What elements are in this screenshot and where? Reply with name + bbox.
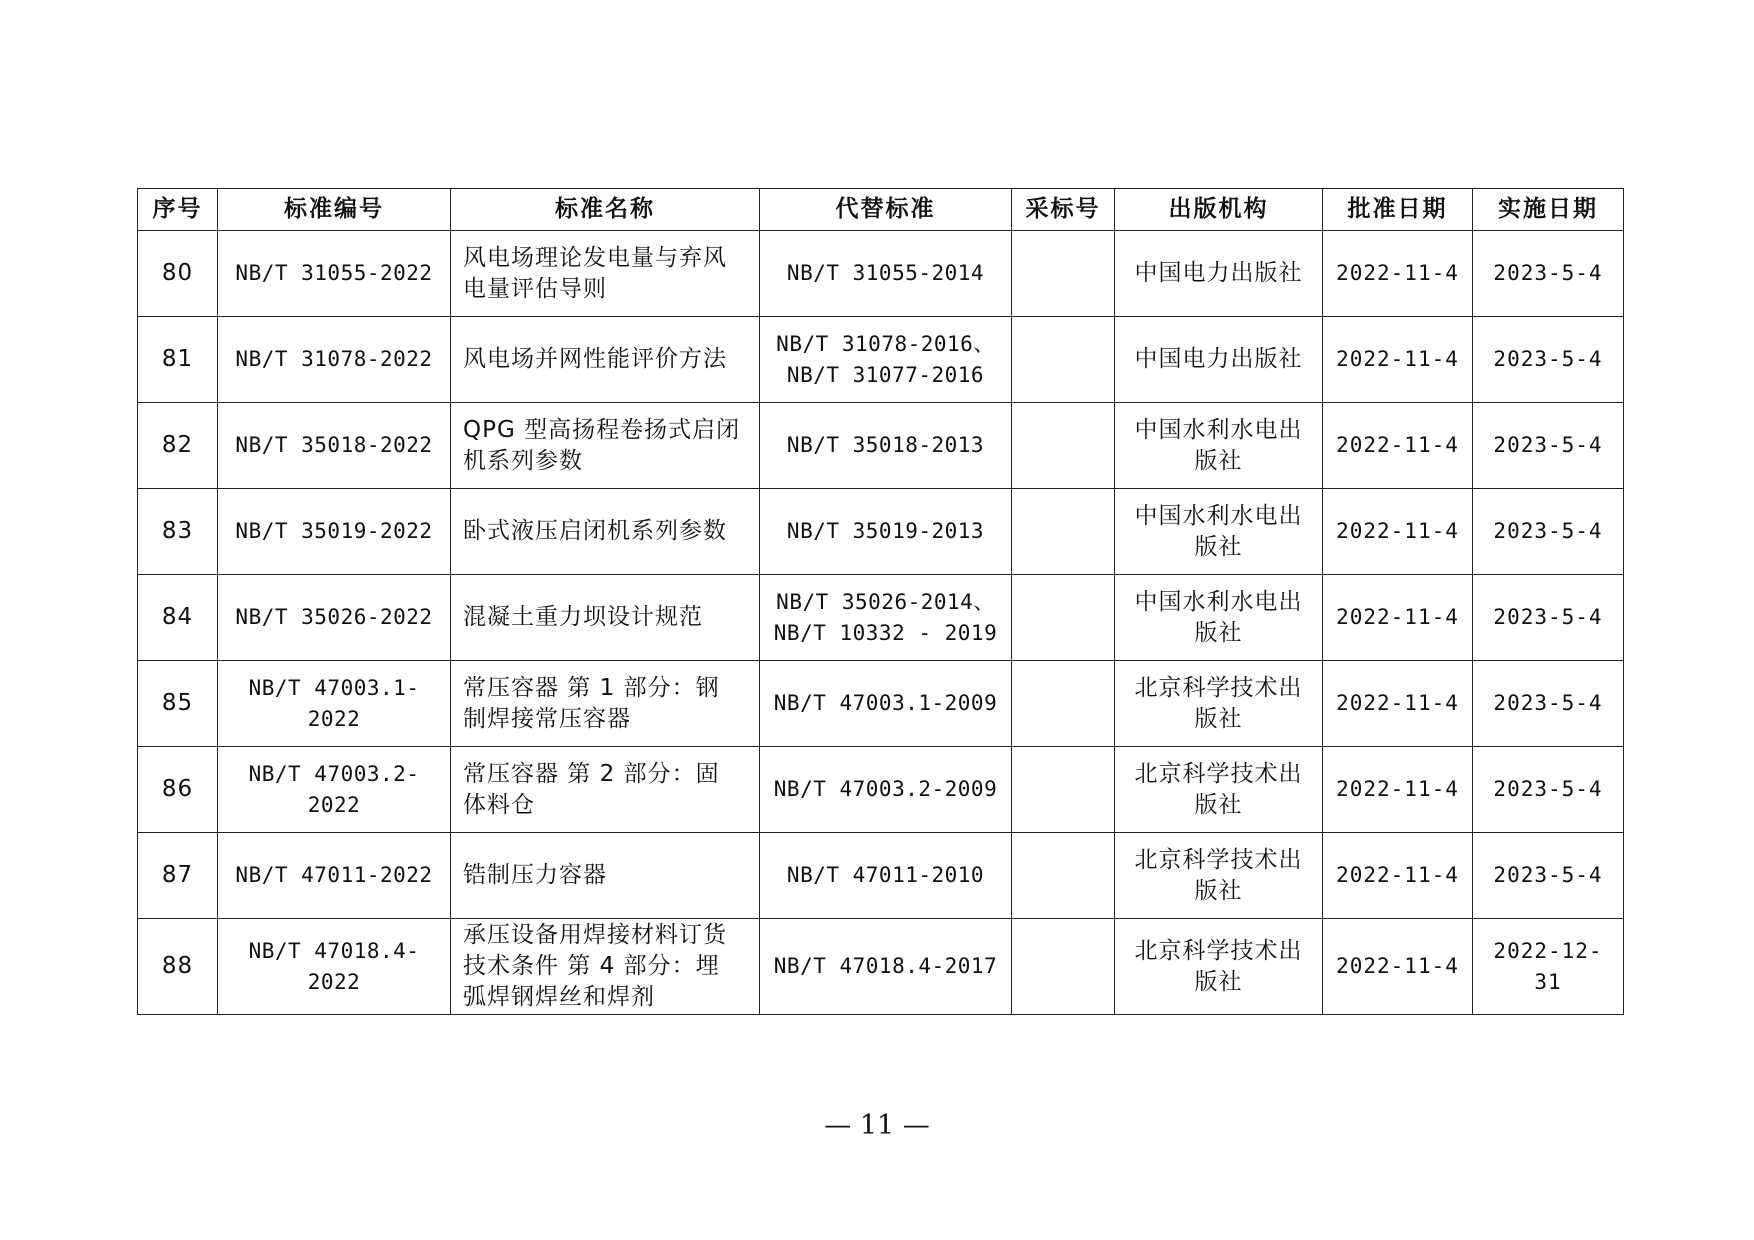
cell-standard-code bbox=[218, 231, 451, 317]
cell-effective-date: 2023-5-4 bbox=[1473, 403, 1624, 489]
cell-seq: 81 bbox=[138, 317, 218, 403]
cell-line: NB/T 35026-2022 bbox=[235, 605, 433, 629]
cell-line: 版社 bbox=[1194, 791, 1243, 818]
cell-line: NB/T 47018.4- bbox=[248, 938, 420, 963]
cell-approval-date: 2022-11-4 bbox=[1323, 575, 1473, 661]
cell-line: NB/T 35019-2022 bbox=[235, 519, 433, 543]
cell-line: 版社 bbox=[1194, 619, 1243, 646]
cell-effective-date: 2023-5-4 bbox=[1473, 317, 1624, 403]
cell-publisher bbox=[1115, 231, 1323, 317]
cell-line: NB/T 47003.2-2009 bbox=[773, 777, 998, 801]
cell-publisher bbox=[1115, 403, 1323, 489]
cell-seq: 88 bbox=[138, 919, 218, 1015]
cell-line: 混凝土重力坝设计规范 bbox=[463, 604, 703, 630]
cell-adopted-standard bbox=[1012, 575, 1115, 661]
page-number: — 11 — bbox=[824, 1110, 930, 1141]
cell-standard-code bbox=[218, 747, 451, 833]
cell-adopted-standard bbox=[1012, 231, 1115, 317]
cell-line: NB/T 47003.2- bbox=[248, 761, 420, 786]
cell-adopted-standard bbox=[1012, 661, 1115, 747]
cell-standard-name bbox=[451, 661, 760, 747]
cell-line: 2022 bbox=[307, 969, 361, 994]
cell-line: 风电场并网性能评价方法 bbox=[463, 346, 727, 372]
cell-line: 2022 bbox=[307, 792, 361, 817]
header-approval-date: 批准日期 bbox=[1323, 189, 1473, 231]
cell-standard-code bbox=[218, 489, 451, 575]
cell-publisher bbox=[1115, 661, 1323, 747]
cell-adopted-standard bbox=[1012, 403, 1115, 489]
cell-line: 北京科学技术出 bbox=[1134, 937, 1303, 964]
header-publisher: 出版机构 bbox=[1115, 189, 1323, 231]
cell-adopted-standard bbox=[1012, 833, 1115, 919]
cell-line: 北京科学技术出 bbox=[1134, 846, 1303, 873]
cell-line: 版社 bbox=[1194, 968, 1243, 995]
cell-replaced-standard bbox=[760, 403, 1012, 489]
table-row bbox=[138, 489, 1624, 575]
cell-approval-date: 2022-11-4 bbox=[1323, 747, 1473, 833]
table-row bbox=[138, 919, 1624, 1015]
cell-approval-date: 2022-11-4 bbox=[1323, 489, 1473, 575]
cell-publisher bbox=[1115, 489, 1323, 575]
header-adopted-standard: 采标号 bbox=[1012, 189, 1115, 231]
cell-line: NB/T 35019-2013 bbox=[786, 519, 985, 543]
cell-effective-date: 2023-5-4 bbox=[1473, 575, 1624, 661]
cell-line: 承压设备用焊接材料订货 bbox=[463, 922, 727, 948]
header-effective-date: 实施日期 bbox=[1473, 189, 1624, 231]
cell-adopted-standard bbox=[1012, 489, 1115, 575]
cell-adopted-standard bbox=[1012, 317, 1115, 403]
cell-publisher bbox=[1115, 317, 1323, 403]
cell-seq: 80 bbox=[138, 231, 218, 317]
cell-publisher bbox=[1115, 833, 1323, 919]
table-row bbox=[138, 833, 1624, 919]
cell-seq: 82 bbox=[138, 403, 218, 489]
cell-line: 中国水利水电出 bbox=[1134, 502, 1303, 529]
cell-standard-code bbox=[218, 919, 451, 1015]
cell-replaced-standard bbox=[760, 919, 1012, 1015]
cell-effective-date: 2023-5-4 bbox=[1473, 833, 1624, 919]
cell-approval-date: 2022-11-4 bbox=[1323, 919, 1473, 1015]
table-row bbox=[138, 575, 1624, 661]
cell-line: NB/T 31078-2016、 bbox=[776, 331, 995, 356]
cell-standard-code bbox=[218, 833, 451, 919]
cell-standard-code bbox=[218, 575, 451, 661]
cell-effective-date: 2023-5-4 bbox=[1473, 231, 1624, 317]
cell-standard-name bbox=[451, 919, 760, 1015]
cell-replaced-standard bbox=[760, 317, 1012, 403]
cell-line: NB/T 31055-2022 bbox=[235, 261, 433, 285]
cell-line: 弧焊钢焊丝和焊剂 bbox=[463, 984, 655, 1010]
table-row bbox=[138, 403, 1624, 489]
cell-standard-name bbox=[451, 489, 760, 575]
cell-effective-date: 2023-5-4 bbox=[1473, 747, 1624, 833]
cell-standard-name bbox=[451, 833, 760, 919]
cell-approval-date: 2022-11-4 bbox=[1323, 317, 1473, 403]
table-row bbox=[138, 661, 1624, 747]
table-row bbox=[138, 747, 1624, 833]
cell-approval-date: 2022-11-4 bbox=[1323, 661, 1473, 747]
cell-standard-code bbox=[218, 403, 451, 489]
cell-seq: 84 bbox=[138, 575, 218, 661]
cell-line: NB/T 47003.1- bbox=[248, 675, 420, 700]
cell-seq: 86 bbox=[138, 747, 218, 833]
cell-line: 机系列参数 bbox=[463, 447, 583, 474]
cell-line: NB/T 31078-2022 bbox=[235, 347, 433, 371]
cell-effective-date: 2023-5-4 bbox=[1473, 661, 1624, 747]
cell-standard-code bbox=[218, 661, 451, 747]
cell-line: NB/T 35018-2013 bbox=[786, 433, 985, 457]
cell-effective-date: 2022-12-31 bbox=[1473, 919, 1624, 1015]
cell-line: 体料仓 bbox=[463, 791, 535, 818]
cell-effective-date: 2023-5-4 bbox=[1473, 489, 1624, 575]
cell-replaced-standard bbox=[760, 661, 1012, 747]
cell-line: 锆制压力容器 bbox=[463, 862, 607, 888]
cell-line: NB/T 31077-2016 bbox=[786, 362, 985, 387]
cell-approval-date: 2022-11-4 bbox=[1323, 231, 1473, 317]
cell-line: 版社 bbox=[1194, 705, 1243, 732]
cell-line: NB/T 31055-2014 bbox=[786, 261, 985, 285]
cell-standard-name bbox=[451, 317, 760, 403]
cell-line: NB/T 35018-2022 bbox=[235, 433, 433, 457]
cell-line: NB/T 47011-2022 bbox=[235, 863, 433, 887]
header-standard-name: 标准名称 bbox=[451, 189, 760, 231]
cell-line: 版社 bbox=[1194, 877, 1243, 904]
cell-line: 北京科学技术出 bbox=[1134, 674, 1303, 701]
cell-line: 电量评估导则 bbox=[463, 275, 607, 302]
cell-line: 中国电力出版社 bbox=[1134, 260, 1303, 286]
cell-line: 卧式液压启闭机系列参数 bbox=[463, 518, 727, 544]
cell-adopted-standard bbox=[1012, 919, 1115, 1015]
cell-line: 风电场理论发电量与弃风 bbox=[463, 244, 727, 271]
cell-approval-date: 2022-11-4 bbox=[1323, 403, 1473, 489]
header-replaced-standard: 代替标准 bbox=[760, 189, 1012, 231]
cell-line: QPG 型高扬程卷扬式启闭 bbox=[463, 416, 741, 443]
cell-line: NB/T 35026-2014、 bbox=[776, 589, 995, 614]
table-row bbox=[138, 317, 1624, 403]
cell-publisher bbox=[1115, 747, 1323, 833]
cell-replaced-standard bbox=[760, 747, 1012, 833]
cell-line: 北京科学技术出 bbox=[1134, 760, 1303, 787]
cell-approval-date: 2022-11-4 bbox=[1323, 833, 1473, 919]
cell-line: 技术条件 第 4 部分：埋 bbox=[463, 953, 720, 979]
cell-line: 中国水利水电出 bbox=[1134, 588, 1303, 615]
cell-publisher bbox=[1115, 919, 1323, 1015]
cell-seq: 83 bbox=[138, 489, 218, 575]
cell-seq: 87 bbox=[138, 833, 218, 919]
header-standard-code: 标准编号 bbox=[218, 189, 451, 231]
cell-replaced-standard bbox=[760, 231, 1012, 317]
header-seq: 序号 bbox=[138, 189, 218, 231]
cell-standard-name bbox=[451, 575, 760, 661]
cell-line: 中国水利水电出 bbox=[1134, 416, 1303, 443]
cell-line: 中国电力出版社 bbox=[1134, 346, 1303, 372]
cell-replaced-standard bbox=[760, 833, 1012, 919]
cell-line: NB/T 47003.1-2009 bbox=[773, 691, 998, 715]
standards-table bbox=[137, 188, 1624, 1015]
cell-line: 版社 bbox=[1194, 447, 1243, 474]
cell-line: 制焊接常压容器 bbox=[463, 705, 631, 732]
cell-line: 常压容器 第 1 部分：钢 bbox=[463, 674, 720, 701]
cell-standard-name bbox=[451, 403, 760, 489]
cell-standard-code bbox=[218, 317, 451, 403]
cell-line: 常压容器 第 2 部分：固 bbox=[463, 760, 720, 787]
cell-line: 2022 bbox=[307, 706, 361, 731]
table-header-row bbox=[138, 189, 1624, 231]
cell-replaced-standard bbox=[760, 575, 1012, 661]
cell-line: NB/T 10332 - 2019 bbox=[773, 620, 998, 645]
table-row bbox=[138, 231, 1624, 317]
table-body bbox=[138, 231, 1624, 1015]
cell-seq: 85 bbox=[138, 661, 218, 747]
cell-line: NB/T 47011-2010 bbox=[786, 863, 985, 887]
cell-publisher bbox=[1115, 575, 1323, 661]
cell-line: 版社 bbox=[1194, 533, 1243, 560]
cell-standard-name bbox=[451, 231, 760, 317]
cell-replaced-standard bbox=[760, 489, 1012, 575]
cell-line: NB/T 47018.4-2017 bbox=[773, 954, 998, 978]
cell-adopted-standard bbox=[1012, 747, 1115, 833]
cell-standard-name bbox=[451, 747, 760, 833]
